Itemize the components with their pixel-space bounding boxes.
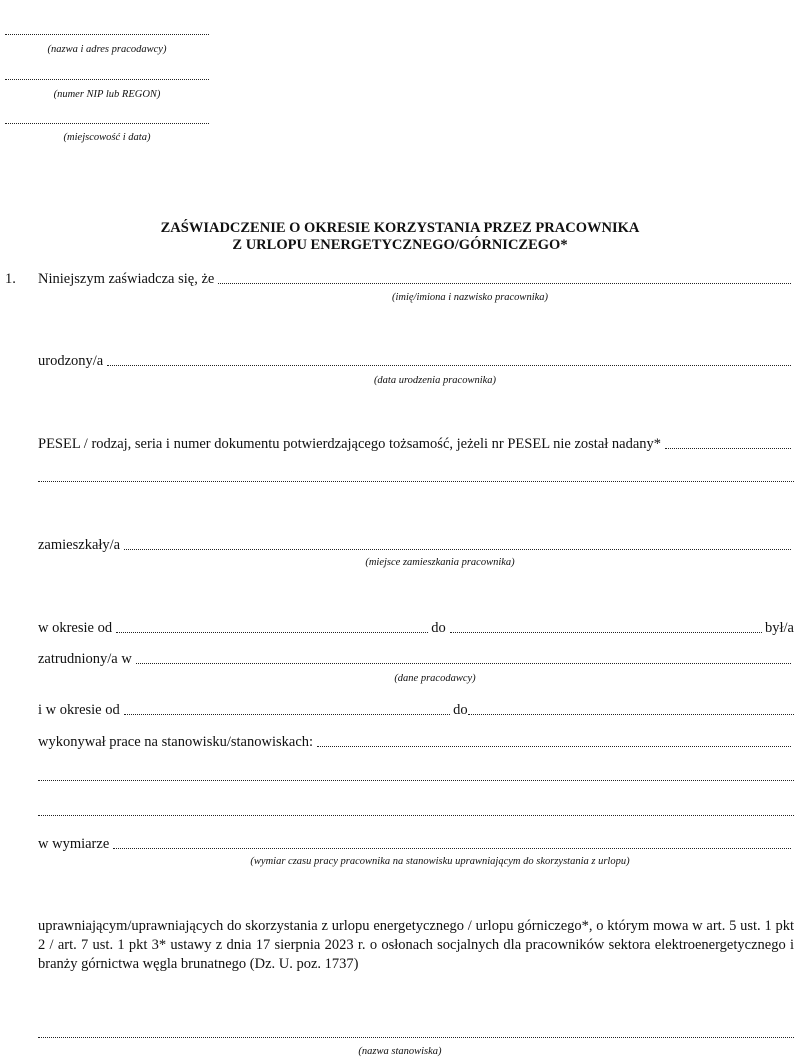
- nip-regon-field[interactable]: [5, 79, 209, 80]
- positions-row: [38, 734, 794, 751]
- period2-from-field[interactable]: [124, 714, 450, 715]
- period-from-field[interactable]: [116, 632, 428, 633]
- pesel-field-continuation[interactable]: [38, 481, 794, 482]
- section-number: 1.: [5, 271, 16, 287]
- nip-regon-caption: (numer NIP lub REGON): [53, 89, 161, 100]
- document-title-line-2: Z URLOPU ENERGETYCZNEGO/GÓRNICZEGO*: [232, 237, 568, 253]
- residence-field[interactable]: [124, 549, 791, 550]
- resident-label: zamieszkały/a: [38, 537, 121, 553]
- position-name-field[interactable]: [38, 1037, 794, 1038]
- period2-to-label: do: [453, 702, 468, 718]
- employer-data-caption: (dane pracodawcy): [394, 673, 476, 684]
- was-label: był/a: [765, 620, 794, 636]
- positions-field-line-2[interactable]: [38, 780, 794, 781]
- period2-to-field[interactable]: [468, 714, 794, 715]
- employer-name-address-caption: (nazwa i adres pracodawcy): [47, 44, 167, 55]
- positions-label: wykonywał prace na stanowisku/stanowiskach:: [38, 734, 314, 750]
- pesel-label: PESEL / rodzaj, seria i numer dokumentu potwierdzającego tożsamość, jeżeli nr PESEL nie został nadany*: [38, 436, 662, 452]
- legal-basis-paragraph: uprawniającym/uprawniających do skorzystania z urlopu energetycznego / urlopu górniczego*, o którym mowa w art. 5 ust. 1 pkt 2 / art. 7 ust. 1 pkt 3* ustawy z dnia 17 sierpnia 2023 r. o osłonach socjalnych dla pracowników sektora elektroenergetycznego i branży górnictwa węgla brunatnego (Dz. U. poz. 1737): [38, 918, 794, 972]
- document-title-line-1: ZAŚWIADCZENIE O OKRESIE KORZYSTANIA PRZEZ PRACOWNIKA: [160, 220, 640, 236]
- employed-at-row: [38, 651, 794, 668]
- dimension-row: [38, 836, 794, 853]
- birth-date-field[interactable]: [107, 365, 791, 366]
- pesel-field[interactable]: [665, 448, 791, 449]
- positions-field[interactable]: [317, 746, 791, 747]
- position-name-caption: (nazwa stanowiska): [358, 1046, 442, 1057]
- period-to-field[interactable]: [450, 632, 762, 633]
- birth-date-row: [38, 353, 794, 370]
- employed-label: zatrudniony/a w: [38, 651, 132, 667]
- period-from-label: w okresie od: [38, 620, 113, 636]
- period2-from-label: i w okresie od: [38, 702, 120, 718]
- residence-row: [38, 537, 794, 554]
- employment-period-row: [38, 620, 794, 637]
- dimension-caption: (wymiar czasu pracy pracownika na stanowisku uprawniającym do skorzystania z urlopu): [250, 856, 630, 867]
- place-date-field[interactable]: [5, 123, 209, 124]
- pesel-row: [38, 436, 794, 453]
- dimension-label: w wymiarze: [38, 836, 110, 852]
- residence-caption: (miejsce zamieszkania pracownika): [365, 557, 515, 568]
- employee-name-caption: (imię/imiona i nazwisko pracownika): [391, 292, 549, 303]
- period-to-label: do: [431, 620, 446, 636]
- employee-name-row: [38, 271, 794, 288]
- positions-field-line-3[interactable]: [38, 815, 794, 816]
- employer-data-field[interactable]: [136, 663, 791, 664]
- birth-date-caption: (data urodzenia pracownika): [373, 375, 497, 386]
- second-period-row: [38, 702, 794, 719]
- dimension-field[interactable]: [113, 848, 791, 849]
- employee-name-field[interactable]: [218, 283, 791, 284]
- place-date-caption: (miejscowość i data): [63, 132, 151, 143]
- born-label: urodzony/a: [38, 353, 104, 369]
- intro-label: Niniejszym zaświadcza się, że: [38, 271, 215, 287]
- employer-name-address-field[interactable]: [5, 34, 209, 35]
